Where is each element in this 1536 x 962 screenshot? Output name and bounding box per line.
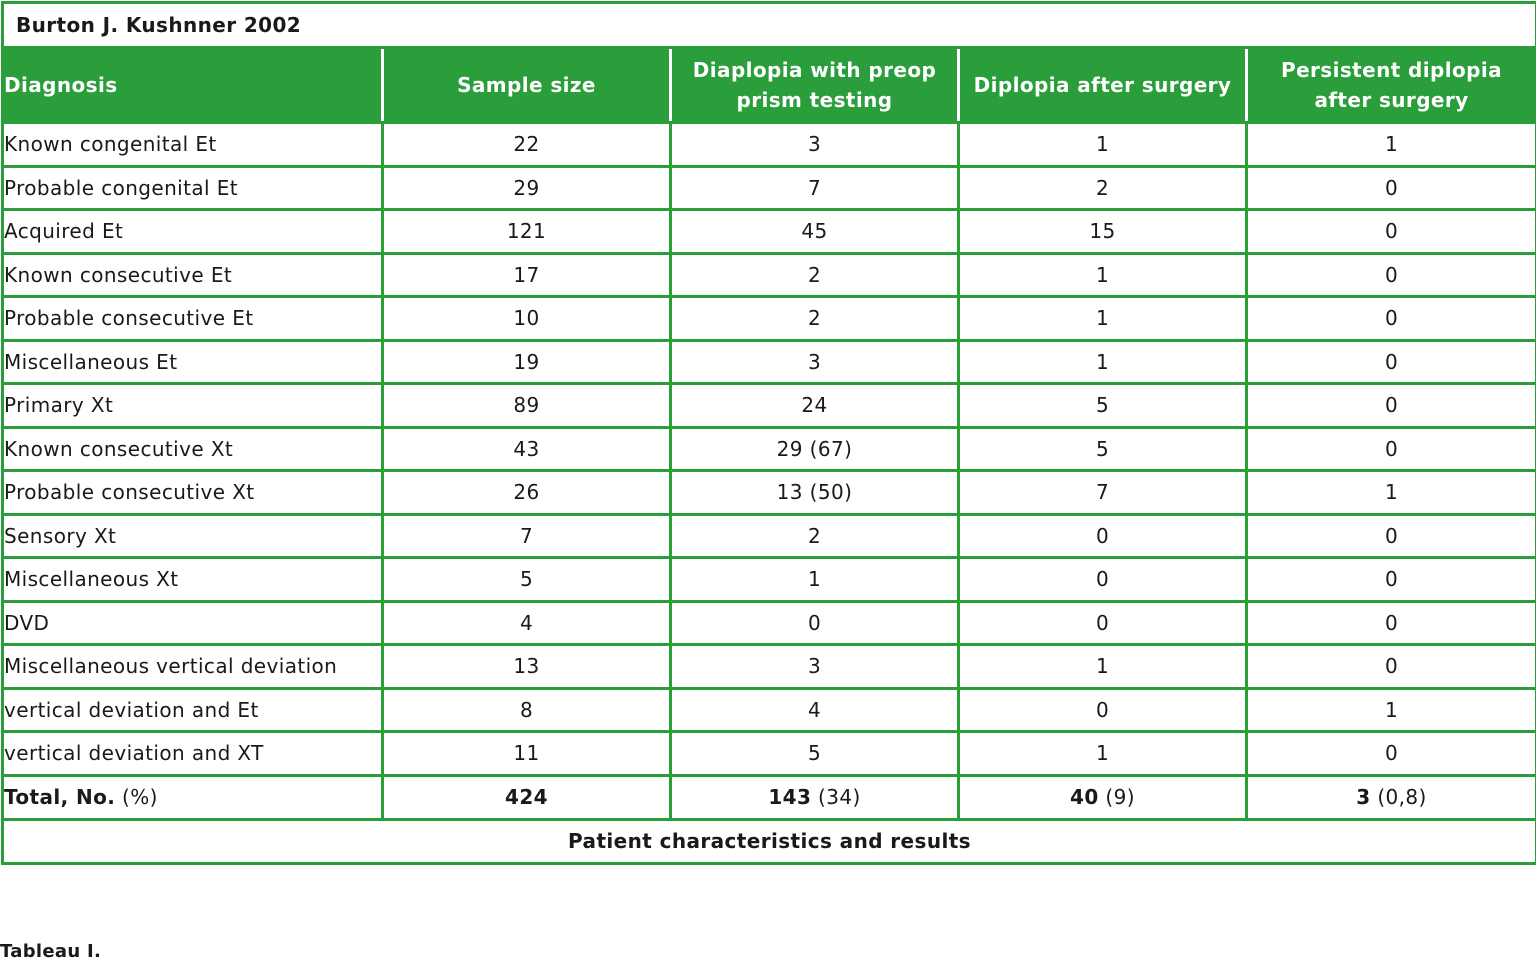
cell-persistent: 0 (1247, 253, 1536, 297)
cell-after-surgery: 0 (959, 558, 1247, 602)
table-row (3, 210, 1536, 254)
cell-preop: 2 (671, 253, 959, 297)
header-persistent-line1: Persistent diplopia (1281, 58, 1503, 82)
header-sample-size: Sample size (383, 48, 671, 123)
total-label: Total, No. (%) (3, 775, 383, 819)
table-row (3, 340, 1536, 384)
cell-diagnosis: Sensory Xt (3, 514, 383, 558)
cell-preop: 7 (671, 166, 959, 210)
cell-after-surgery: 0 (959, 688, 1247, 732)
cell-after-surgery: 1 (959, 297, 1247, 341)
cell-after-surgery: 1 (959, 732, 1247, 776)
cell-diagnosis: Acquired Et (3, 210, 383, 254)
cell-persistent: 0 (1247, 514, 1536, 558)
table-label: Tableau I. (0, 941, 102, 962)
cell-sample-size: 17 (383, 253, 671, 297)
table-row (3, 732, 1536, 776)
total-sample: 424 (383, 775, 671, 819)
cell-after-surgery: 1 (959, 340, 1247, 384)
cell-diagnosis: vertical deviation and Et (3, 688, 383, 732)
cell-diagnosis: Known consecutive Xt (3, 427, 383, 471)
cell-preop: 4 (671, 688, 959, 732)
table-row (3, 471, 1536, 515)
cell-sample-size: 10 (383, 297, 671, 341)
cell-after-surgery: 7 (959, 471, 1247, 515)
table-row (3, 123, 1536, 167)
cell-diagnosis: DVD (3, 601, 383, 645)
cell-diagnosis: Known consecutive Et (3, 253, 383, 297)
table-row (3, 514, 1536, 558)
cell-after-surgery: 2 (959, 166, 1247, 210)
cell-preop: 45 (671, 210, 959, 254)
total-row (3, 775, 1536, 819)
cell-persistent: 0 (1247, 166, 1536, 210)
table-row (3, 601, 1536, 645)
header-persistent-diplopia (1247, 48, 1536, 123)
results-table (1, 1, 1536, 865)
cell-preop: 29 (67) (671, 427, 959, 471)
cell-sample-size: 43 (383, 427, 671, 471)
cell-preop: 1 (671, 558, 959, 602)
table-row (3, 427, 1536, 471)
cell-preop: 5 (671, 732, 959, 776)
cell-preop: 2 (671, 297, 959, 341)
cell-after-surgery: 5 (959, 384, 1247, 428)
cell-sample-size: 89 (383, 384, 671, 428)
cell-preop: 0 (671, 601, 959, 645)
cell-diagnosis: Miscellaneous Et (3, 340, 383, 384)
cell-persistent: 1 (1247, 123, 1536, 167)
table-row (3, 253, 1536, 297)
total-preop: 143 (34) (671, 775, 959, 819)
cell-sample-size: 26 (383, 471, 671, 515)
cell-persistent: 0 (1247, 732, 1536, 776)
caption-row (3, 819, 1536, 863)
cell-sample-size: 13 (383, 645, 671, 689)
cell-persistent: 0 (1247, 297, 1536, 341)
total-persistent: 3 (0,8) (1247, 775, 1536, 819)
cell-sample-size: 4 (383, 601, 671, 645)
cell-sample-size: 29 (383, 166, 671, 210)
cell-preop: 3 (671, 340, 959, 384)
cell-sample-size: 8 (383, 688, 671, 732)
cell-preop: 2 (671, 514, 959, 558)
cell-persistent: 0 (1247, 601, 1536, 645)
cell-after-surgery: 0 (959, 514, 1247, 558)
header-diplopia-after: Diplopia after surgery (959, 48, 1247, 123)
cell-after-surgery: 0 (959, 601, 1247, 645)
cell-persistent: 0 (1247, 645, 1536, 689)
table-row (3, 166, 1536, 210)
cell-sample-size: 22 (383, 123, 671, 167)
cell-sample-size: 19 (383, 340, 671, 384)
cell-preop: 3 (671, 645, 959, 689)
table-row (3, 645, 1536, 689)
header-persistent-line2: after surgery (1314, 88, 1469, 112)
cell-diagnosis: Probable consecutive Xt (3, 471, 383, 515)
cell-diagnosis: Miscellaneous Xt (3, 558, 383, 602)
cell-sample-size: 5 (383, 558, 671, 602)
cell-persistent: 0 (1247, 340, 1536, 384)
table-title: Burton J. Kushnner 2002 (3, 3, 1536, 48)
cell-persistent: 0 (1247, 384, 1536, 428)
cell-after-surgery: 1 (959, 123, 1247, 167)
table-caption: Patient characteristics and results (3, 819, 1536, 863)
total-after: 40 (9) (959, 775, 1247, 819)
cell-preop: 24 (671, 384, 959, 428)
table-row (3, 688, 1536, 732)
cell-after-surgery: 1 (959, 253, 1247, 297)
cell-diagnosis: vertical deviation and XT (3, 732, 383, 776)
header-diaplopia-line2: prism testing (736, 88, 893, 112)
cell-persistent: 1 (1247, 688, 1536, 732)
cell-preop: 3 (671, 123, 959, 167)
cell-persistent: 0 (1247, 427, 1536, 471)
cell-diagnosis: Probable consecutive Et (3, 297, 383, 341)
cell-after-surgery: 1 (959, 645, 1247, 689)
cell-preop: 13 (50) (671, 471, 959, 515)
table-row (3, 558, 1536, 602)
cell-diagnosis: Known congenital Et (3, 123, 383, 167)
header-row (3, 48, 1536, 123)
title-row (3, 3, 1536, 48)
cell-sample-size: 11 (383, 732, 671, 776)
cell-sample-size: 7 (383, 514, 671, 558)
cell-after-surgery: 5 (959, 427, 1247, 471)
header-diagnosis: Diagnosis (3, 48, 383, 123)
table-row (3, 297, 1536, 341)
header-diaplopia-line1: Diaplopia with preop (692, 58, 937, 82)
cell-diagnosis: Probable congenital Et (3, 166, 383, 210)
header-diaplopia-preop (671, 48, 959, 123)
table-row (3, 384, 1536, 428)
cell-persistent: 0 (1247, 210, 1536, 254)
cell-persistent: 0 (1247, 558, 1536, 602)
cell-diagnosis: Miscellaneous vertical deviation (3, 645, 383, 689)
cell-persistent: 1 (1247, 471, 1536, 515)
cell-diagnosis: Primary Xt (3, 384, 383, 428)
cell-after-surgery: 15 (959, 210, 1247, 254)
cell-sample-size: 121 (383, 210, 671, 254)
